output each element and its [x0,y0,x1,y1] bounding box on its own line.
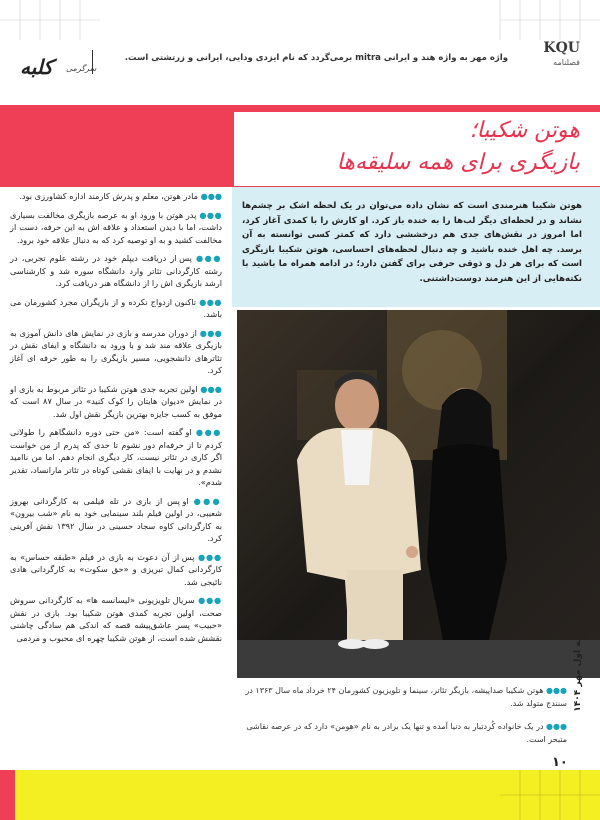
paragraph-text: از دوران مدرسه و بازی در نمایش های دانش آموزی به بازیگری علاقه مند شد و با ورود به دانشگاه و ایفای نقش در تئاترهای دانشجویی، مسیر بازیگری را به طور حرفه ای آغاز کرد. [10,327,222,375]
article-title-line1: هوتن شکیبا؛ [469,118,580,143]
title-box [234,112,600,186]
section-brand: کلبه [20,55,53,79]
caption-text: در یک خانواده کُردتبار به دنیا آمده و تنها یک برادر به نام «هومن» دارد که در عرصه نقاشی متبحر است. [246,722,567,744]
photo-caption [237,684,567,756]
bullet-dots: ●●● [200,191,222,201]
list-item [10,551,222,589]
list-item [10,327,222,377]
paragraph-text: پدر هوتن با ورود او به عرصه بازیگری مخالفت بسیاری داشت، اما با دیدن استعداد و علاقه اش به این حرفه، دست از مخالفت کشید و به او توصیه کرد که به دنبال علاقه خود برود. [10,209,222,245]
bullet-dots: ●●● [196,253,222,263]
list-item [10,296,222,321]
paragraph-text: تاکنون ازدواج نکرده و از بازیگران مجرد کشورمان می باشد. [10,296,222,319]
paragraph-text: او گفته است: «من حتی دوره دانشگاهم را طولانی کردم تا از حرفه‌ام دور نشوم تا حدی که پدرم از من خواست اگر کاری در تئاتر نیست، کار دیگری انجام دهم. اما من ناامید نشدم و در نهایت با ایفای نقشی کوتاه در تئاتر مارانساد، تقدیر شدم». [10,427,222,487]
lead-box [232,187,600,307]
bullet-dots: ●●● [195,427,222,437]
list-item [10,594,222,644]
bullet-dots: ●●● [199,209,223,220]
caption-text: هوتن شکیبا صداپیشه، بازیگر تئاتر، سینما و تلویزیون کشورمان ۲۴ خرداد ماه سال ۱۳۶۳ در سنندج متولد شد. [245,686,567,708]
paragraph-text: سریال تلویزیونی «لیسانسه ها» به کارگردانی سروش صحت، اولین تجربه کمدی هوتن شکیبا بود. بازی در نقش «حبیب» پسر عاشق‌پیشه قصه که اندکی هم سادگی چاشنی نقشش شده است، از هوتن شکیبا چهره ای محبوب و مردمی [10,595,222,643]
footer-accent [0,770,15,820]
paragraph-text: اولین تجربه جدی هوتن شکیبا در تئاتر مربوط به بازی او در نمایش «دیوان هایتان را کوک کنید» در سال ۸۷ است که موفق به کسب جایزه بهترین بازیگر نقش اول شد. [10,383,222,419]
caption-item [237,684,567,710]
bullet-dots: ●●● [199,327,222,338]
paragraph-text: پس از آن دعوت به بازی در فیلم «طبقه حساس» به کارگردانی کمال تبریزی و «حق سکوت» به کارگردانی هادی نائیجی شد. [10,551,222,587]
paragraph-text: پس از دریافت دیپلم خود در رشته علوم تجربی، در رشته کارگردانی تئاتر وارد دانشگاه سوره شد و کارشناسی ارشد بازیگری اش را از دانشگاه هنر دریافت کرد. [10,253,222,288]
bullet-dots: ●●● [193,495,223,506]
header-fact-text: واژه مهر به واژه هند و ایرانی mitra برمی‌گردد که نام ایزدی ودایی، ایرانی و زرتشتی است. [124,53,508,63]
page-header [0,0,600,92]
article-title-line2: بازیگری برای همه سلیقه‌ها [336,150,580,175]
bullet-dots: ●●● [197,551,222,562]
caption-item [237,720,567,746]
article-photo [237,310,600,678]
event-photo-illustration [237,310,600,678]
footer-grid-icon [500,770,600,820]
section-brand-sub: سرگرمی [66,64,97,73]
paragraph-text: او پس از بازی در تله فیلمی به کارگردانی بهروز شعیبی، در اولین فیلم بلند سینمایی خود به نام «شب بیرون» به کارگردانی کاوه سجاد حسینی در سال ۱۳۹۲ نقش آفرینی کرد. [10,495,222,543]
paragraph-text: مادر هوتن، معلم و پدرش کارمند اداره کشاورزی بود. [19,191,198,201]
bullet-dots: ●●● [198,595,222,605]
list-item [10,495,222,545]
issue-date-text: نیمه اول مهر ۱۴۰۴ [573,628,583,712]
list-item [10,252,222,290]
list-item [10,426,222,489]
logo-title: KQU [543,40,580,56]
logo-subtitle: فصلنامه [553,58,580,67]
bullet-dots: ●●● [546,686,567,695]
magazine-logo [520,40,580,76]
text-column [10,190,222,650]
bullet-dots: ●●● [546,722,567,731]
decor-grid-icon [0,0,600,40]
list-item [10,190,222,203]
page-number: ۱۰ [552,755,568,770]
list-item [10,383,222,421]
lead-paragraph: هوتن شکیبا هنرمندی است که نشان داده می‌توان در یک لحظه اشک بر چشم‌ها نشاند و در لحظه‌ای دیگر لب‌ها را به خنده باز کرد. او کارش را با کمدی آغاز کرد، اما امروز در نقش‌های جدی هم درخششی دارد که کمتر کسی توانسته به آن برسد. چه اهل خنده باشید و چه دنبال لحظه‌های احساسی، هوتن شکیبا بازیگری است که برای هر دل و ذوقی حرفی برای گفتن دارد؛ در ادامه همراه ما باشید با نکته‌هایی از این هنرمند دوست‌داشتنی. [242,201,582,284]
bullet-dots: ●●● [199,296,223,307]
list-item [10,209,222,247]
bullet-dots: ●●● [200,383,222,394]
issue-date [568,600,588,750]
